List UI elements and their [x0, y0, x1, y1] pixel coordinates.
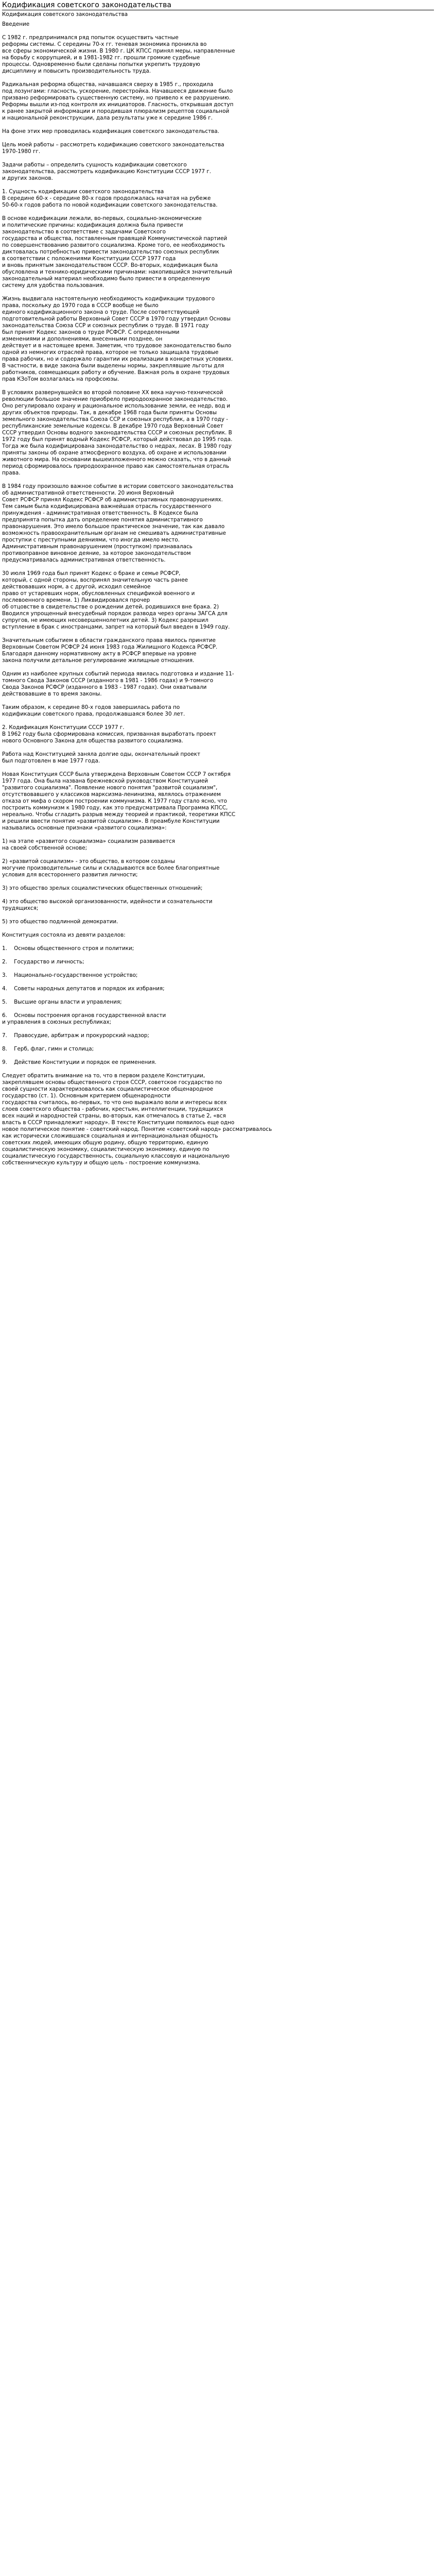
list-item: 5. Высшие органы власти и управления;: [2, 999, 122, 1005]
list-item: 1. Основы общественного строя и политики;: [2, 945, 134, 952]
list-item: 3. Национально-государственное устройство;: [2, 972, 138, 978]
document-subtitle: Кодификация советского законодательства: [2, 11, 128, 18]
paragraph: Следует обратить внимание на то, что в первом разделе Конституции, закреплявшем основы общественного строя СССР, советское государство по своей сущности характеризовалось как социалистическое общенародное государство (ст. 1). Основным критерием общенародности государства считалось, во-первых, то что оно выражало воли и интересы всех слоев советского общества - рабочих, крестьян, интеллигенции, трудящихся всех наций и народностей страны, во-вторых, как отмечалось в статье 2, «вся власть в СССР принадлежит народу». В тексте Конституции появилось еще одно новое политическое понятие - советский народ. Понятие «советский народ» рассматривалось как исторически сложившаяся социальная и интернациональная общность советских людей, имеющих общую родину, общую территорию, единую социалистическую экономику, социалистическую экономику, единую по социалистическую государственность, социальную классовую и национальную собственническую культуру и общую цель - построение коммунизма.: [2, 1073, 272, 1166]
document-body: [2, 21, 434, 1166]
page-title: Кодификация советского законодательства: [2, 0, 434, 10]
paragraph: Цель моей работы – рассмотреть кодификацию советского законодательства 1970-1980 гг.: [2, 142, 224, 155]
paragraph: На фоне этих мер проводилась кодификация советского законодательства.: [2, 128, 219, 134]
list-item: 5) это общество подлинной демократии.: [2, 919, 118, 925]
list-item: 7. Правосудие, арбитраж и прокурорский надзор;: [2, 1032, 149, 1039]
list-item: 2) «развитой социализм» - это общество, в котором созданы могучие производительные силы и складываются все более благоприятные условия для всестороннего развития личности;: [2, 858, 220, 878]
paragraph: Задачи работы – определить сущность кодификации советского законодательства, рассмотреть кодификацию Конституции СССР 1977 г. и других законов.: [2, 162, 212, 181]
paragraph: В основе кодификации лежали, во-первых, социально-экономические и политические причины: кодификация должна была привести законодательство в соответствие с задачами Советского государства и общества, поставленным правящей Коммунистической партией по совершенствованию развитого социализма. Кроме того, ее необходимость диктовалась потребностью привести законодательство союзных республик в соответствии с положениями Конституции СССР 1977 года и вновь принятым законодательством СССР. Во-вторых, кодификация была обусловлена и технико-юридическими причинами: накопившийся значительный законодательный материал необходимо было привести в определенную систему для удобства пользования.: [2, 215, 232, 289]
list-item: 4) это общество высокой организованности, идейности и сознательности трудящихся;: [2, 899, 213, 911]
section-heading: 1. Сущность кодификации советского законодательства В середине 60-х - середине 80-х годов продолжалась начатая на рубеже 50-60-х годов работа по новой кодификации советского законодательства.: [2, 189, 218, 208]
intro-heading: Введение: [2, 21, 30, 27]
list-item: 8. Герб, флаг, гимн и столица;: [2, 1046, 94, 1052]
paragraph: В 1984 году произошло важное событие в истории советского законодательства об административной ответственности. 20 июня Верховный Совет РСФСР принял Кодекс РСФСР об административных правонарушениях. Тем самым была кодифицирована важнейшая отрасль государственного принуждения - административная ответственность. В Кодексе была предпринята попытка дать определение понятия административного правонарушения. Это имело большое практическое значение, так как давало возможность правоохранительным органам не смешивать административные проступки с преступными деяниями, что иногда имело место. Административным правонарушением (проступком) признавалась противоправное виновное деяние, за которое законодательством предусматривалась административная ответственность.: [2, 483, 234, 563]
list-item: 9. Действие Конституции и порядок ее применения.: [2, 1059, 156, 1065]
paragraph: Новая Конституция СССР была утверждена Верховным Советом СССР 7 октября 1977 года. Она была названа брежневской руководством Конституцией "развитого социализма". Появление нового понятия "развитой социализм", отсутствовавшего у классиков марксизма-ленинизма, являлось отражением отказа от мифа о скором построении коммунизма. К 1977 году стало ясно, что построить коммунизм к 1980 году, как это предусматривала Программа КПСС, нереально. Чтобы сгладить разрыв между теорией и практикой, теоретики КПСС и решили ввести понятие «развитой социализм». В преамбуле Конституции назывались основные признаки «развитого социализма»:: [2, 771, 236, 831]
document-page: [0, 0, 436, 1166]
paragraph: В условиях развернувшейся во второй половине XX века научно-технической революции большое значение приобрело природоохранное законодательство. Оно регулировало охрану и рациональное использование земли, ее недр, вод и других объектов природы. Так, в декабре 1968 года были приняты Основы земельного законодательства Союза ССР и союзных республик, а в 1970 году - республиканские земельные кодексы. В декабре 1970 года Верховный Совет СССР утвердил Основы водного законодательства СССР и союзных республик. В 1972 году был принят водный Кодекс РСФСР, который действовал до 1995 года. Тогда же была кодифицирована законодательство о недрах, лесах. В 1980 году приняты законы об охране атмосферного воздуха, об охране и использовании животного мира. На основании вышеизложенного можно сказать, что в данный период сформировалось природоохранное право как самостоятельная отрасль права.: [2, 389, 233, 476]
list-item: 4. Советы народных депутатов и порядок их избрания;: [2, 986, 165, 992]
list-item: 3) это общество зрелых социалистических общественных отношений;: [2, 885, 203, 891]
list-item: 2. Государство и личность;: [2, 959, 84, 965]
paragraph: Конституция состояла из девяти разделов:: [2, 932, 126, 938]
paragraph: С 1982 г. предпринимался ряд попыток осуществить частные реформы системы. С середины 70-х гг. теневая экономика проникла во все сферы экономической жизни. В 1980 г. ЦК КПСС принял меры, направленные на борьбу с коррупцией, и в 1981-1982 гг. прошли громкие судебные процессы. Одновременно были сделаны попытки укрепить трудовую дисциплину и повысить производительность труда.: [2, 35, 235, 74]
paragraph: 30 июля 1969 года был принят Кодекс о браке и семье РСФСР, который, с одной стороны, воспринял значительную часть ранее действовавших норм, а с другой, исходил семейное право от устаревших норм, обусловленных спецификой военного и послевоенного времени. 1) Ликвидировался прочер об отцовстве в свидетельстве о рождении детей, родившихся вне брака. 2) Вводился упрощенный внесудебный порядок развода через органы ЗАГСА для супругов, не имеющих несовершеннолетних детей. 3) Кодекс разрешил вступление в брак с иностранцами, запрет на который был введен в 1949 году.: [2, 570, 230, 630]
section-heading: 2. Кодификация Конституции СССР 1977 г. В 1962 году была сформирована комиссия, призванная выработать проект нового Основного Закона для общества развитого социализма.: [2, 724, 216, 744]
paragraph: Таким образом, к середине 80-х годов завершилась работа по кодификации советского права, продолжавшаяся более 30 лет.: [2, 704, 185, 717]
paragraph: Одним из наиболее крупных событий периода явилась подготовка и издание 11- томного Свода Законов СССР (изданного в 1981 - 1986 годах) и 9-томного Свода Законов РСФСР (изданного в 1983 - 1987 годах). Они охватывали действовавшие в то время законы.: [2, 671, 234, 697]
paragraph: Радикальная реформа общества, начавшаяся сверху в 1985 г., проходила под лозунгами: гласность, ускорение, перестройка. Начавшееся движение было призвано реформировать существенную систему, но привело к ее разрушению. Реформы вышли из-под контроля их инициаторов. Гласность, открывшая доступ к ранее закрытой информации и породившая плюрализм рецептов социальной и национальной реконструкции, дала результаты уже к середине 1986 г.: [2, 81, 234, 121]
paragraph: Значительным событием в области гражданского права явилось принятие Верховным Советом РСФСР 24 июня 1983 года Жилищного Кодекса РСФСР. Благодаря данному нормативному акту в РСФСР впервые на уровне закона получили детальное регулирование жилищные отношения.: [2, 637, 218, 664]
paragraph: Жизнь выдвигала настоятельную необходимость кодификации трудового права, поскольку до 1970 года в СССР вообще не было единого кодификационного закона о труде. После соответствующей подготовительной работы Верховный Совет СССР в 1970 году утвердил Основы законодательства Союза ССР и союзных республик о труде. В 1971 году был принят Кодекс законов о труде РСФСР. С определенными изменениями и дополнениями, внесенными позднее, он действует и в настоящее время. Заметим, что трудовое законодательство было одной из немногих отраслей права, которое не только защищала трудовые права рабочих, но и содержало гарантии их реализации в конкретных условиях. В частности, в виде закона были выделены нормы, закреплявшие льготы для работников, совмещающих работу и обучение. Важная роль в охране трудовых прав КЗоТом возлагалась на профсоюзы.: [2, 296, 233, 382]
list-item: 1) на этапе «развитого социализма» социализм развивается на своей собственной основе;: [2, 838, 175, 851]
list-item: 6. Основы построения органов государственной власти и управления в союзных республиках;: [2, 1012, 166, 1025]
paragraph: Работа над Конституцией заняла долгие оды, окончательный проект был подготовлен в мае 1977 года.: [2, 751, 201, 764]
